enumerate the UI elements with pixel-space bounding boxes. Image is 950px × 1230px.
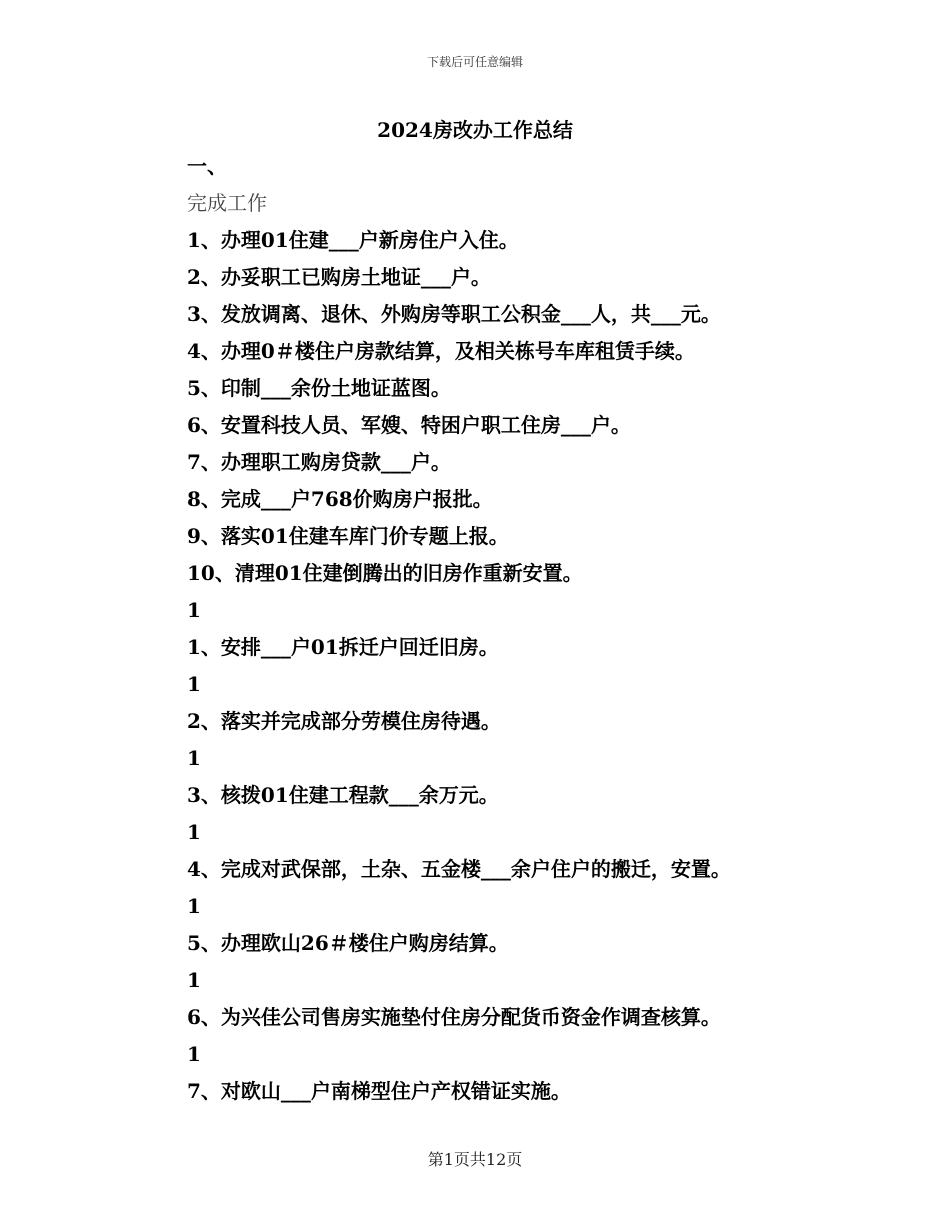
paragraph-line: 1 <box>187 820 201 844</box>
paragraph-line: 10、清理01住建倒腾出的旧房作重新安置。 <box>187 561 583 585</box>
header-note: 下载后可任意编辑 <box>426 55 523 69</box>
document-body <box>187 148 887 1110</box>
paragraph-line: 5、办理欧山26＃楼住户购房结算。 <box>187 931 509 955</box>
paragraph-line: 1 <box>187 894 201 918</box>
paragraph-line: 1 <box>187 672 201 696</box>
paragraph-line: 1、办理01住建___户新房住户入住。 <box>187 228 519 252</box>
paragraph-line: 1 <box>187 598 201 622</box>
paragraph-line: 7、对欧山___户南梯型住户产权错证实施。 <box>187 1079 571 1103</box>
page-footer: 第1页共12页 <box>427 1150 523 1169</box>
paragraph-line: 1 <box>187 1042 201 1066</box>
paragraph-line: 8、完成___户768价购房户报批。 <box>187 487 493 511</box>
paragraph-line: 5、印制___余份土地证蓝图。 <box>187 376 451 400</box>
paragraph-line: 3、发放调离、退休、外购房等职工公积金___人，共___元。 <box>187 302 721 326</box>
paragraph-line: 4、办理0＃楼住户房款结算，及相关栋号车库租赁手续。 <box>187 339 695 363</box>
paragraph-line: 7、办理职工购房贷款___户。 <box>187 450 451 474</box>
paragraph-line: 1、安排___户01拆迁户回迁旧房。 <box>187 635 499 659</box>
paragraph-line: 6、为兴佳公司售房实施垫付住房分配货币资金作调查核算。 <box>187 1005 721 1029</box>
paragraph-line: 1 <box>187 746 201 770</box>
paragraph-line: 6、安置科技人员、军嫂、特困户职工住房___户。 <box>187 413 631 437</box>
paragraph-line: 2、落实并完成部分劳模住房待遇。 <box>187 709 501 733</box>
paragraph-line: 1 <box>187 968 201 992</box>
paragraph-line: 一、 <box>187 154 227 178</box>
paragraph-line: 3、核拨01住建工程款___余万元。 <box>187 783 499 807</box>
document-title: 2024房改办工作总结 <box>377 118 573 142</box>
section-heading: 完成工作 <box>187 191 267 215</box>
paragraph-line: 4、完成对武保部，土杂、五金楼___余户住户的搬迁，安置。 <box>187 857 731 881</box>
paragraph-line: 2、办妥职工已购房土地证___户。 <box>187 265 491 289</box>
paragraph-line: 9、落实01住建车库门价专题上报。 <box>187 524 509 548</box>
